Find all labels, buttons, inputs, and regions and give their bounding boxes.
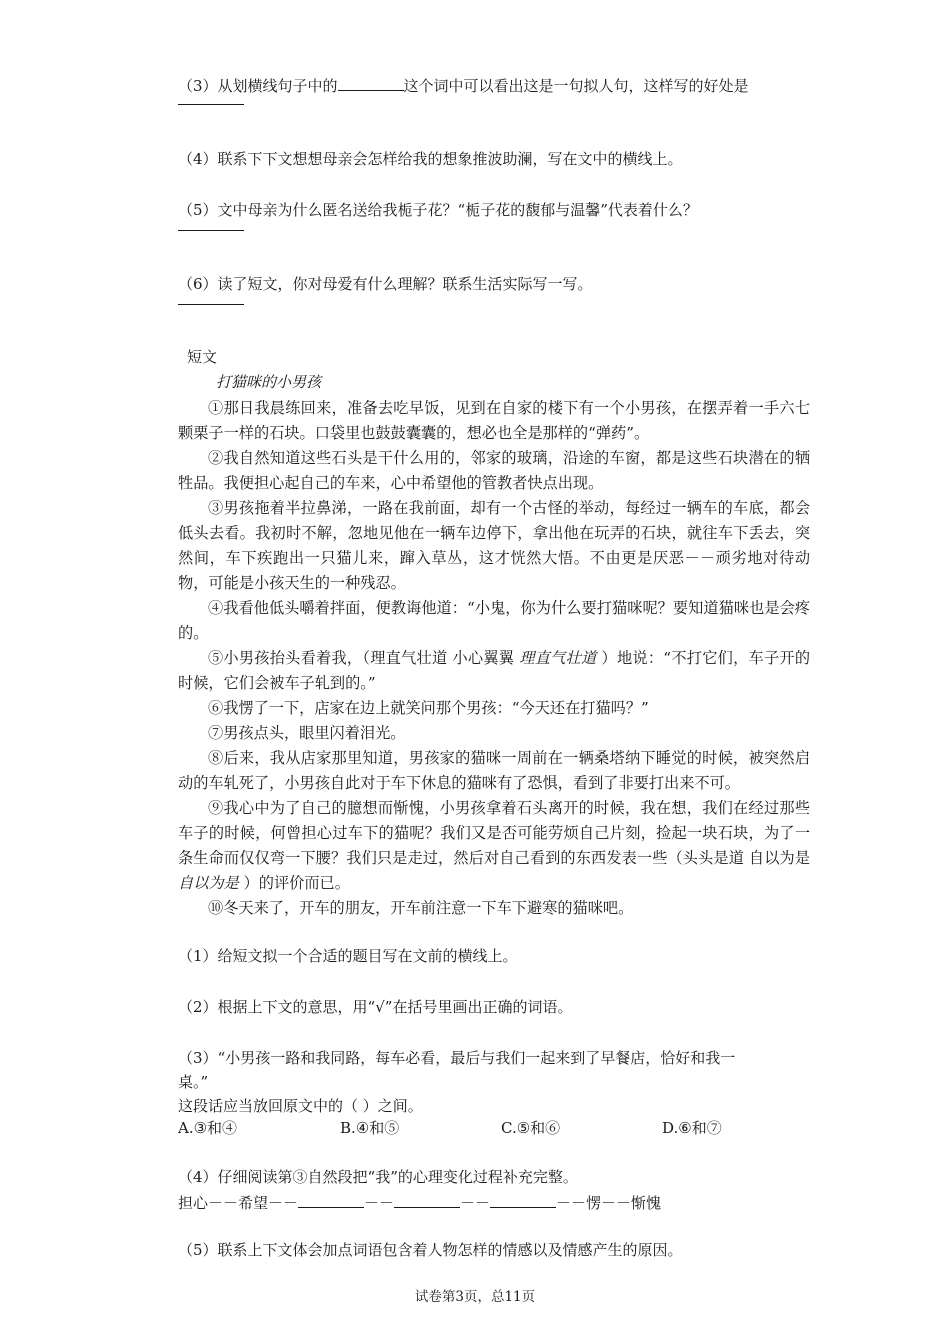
- paragraph-4: ④我看他低头嚼着拌面，便教诲他道：“小鬼，你为什么要打猫咪呢？要知道猫咪也是会疼的。: [178, 599, 810, 642]
- paragraph-9: ⑨我心中为了自己的臆想而惭愧，小男孩拿着石头离开的时候，我在想，我们在经过那些车子的时候，何曾担心过车下的猫呢？我们又是否可能劳烦自己片刻，捡起一块石块，为了一条生命而仅仅弯一下腰？我们只是走过，然后对自己看到的东西发表一些（头头是道 自以为是 自以为是 ）的评价而已。: [178, 799, 810, 892]
- question-3-line1: （3）“小男孩一路和我同路，每车必看，最后与我们一起来到了早餐店，恰好和我一: [178, 1049, 736, 1067]
- question-4: （4）仔细阅读第③自然段把“我”的心理变化过程补充完整。: [178, 1168, 578, 1186]
- paragraph-8: ⑧后来，我从店家那里知道，男孩家的猫咪一周前在一辆桑塔纳下睡觉的时候，被突然启动的车轧死了，小男孩自此对于车下休息的猫咪有了恐惧，看到了非要打出来不可。: [178, 749, 810, 792]
- paragraph-10: ⑩冬天来了，开车的朋友，开车前注意一下车下避寒的猫咪吧。: [208, 899, 634, 917]
- paragraph-1: ①那日我晨练回来，准备去吃早饭，见到在自家的楼下有一个小男孩，在摆弄着一手六七颗栗子一样的石块。口袋里也鼓鼓囊囊的，想必也全是那样的“弹药”。: [178, 399, 810, 442]
- paragraph-5: ⑤小男孩抬头看着我，（理直气壮道 小心翼翼 理直气壮道 ）地说：“不打它们，车子开的时候，它们会被车子轧到的。”: [178, 649, 811, 692]
- passage-title: 打猫咪的小男孩: [216, 373, 322, 391]
- paragraph-3: ③男孩拖着半拉鼻涕，一路在我前面，却有一个古怪的举动，每经过一辆车的车底，都会低头去看。我初时不解，忽地见他在一辆车边停下，拿出他在玩弄的石块，就往车下丢去，突然间，车下疾跑出一只猫儿来，蹿入草丛，这才恍然大悟。不由更是厌恶－－顽劣地对待动物，可能是小孩天生的一种残忍。: [178, 499, 810, 592]
- answer-blank[interactable]: [394, 1191, 460, 1208]
- selected-word: 自以为是: [178, 874, 239, 892]
- question-5-top: （5）文中母亲为什么匿名送给我栀子花？“栀子花的馥郁与温馨”代表着什么？: [178, 201, 698, 219]
- option-a[interactable]: A.③和④: [178, 1119, 238, 1137]
- paragraph-7: ⑦男孩点头，眼里闪着泪光。: [208, 724, 406, 742]
- paragraph-2: ②我自然知道这些石头是干什么用的，邻家的玻璃，沿途的车窗，都是这些石块潜在的牺牲品。我便担心起自己的车来，心中希望他的管教者快点出现。: [178, 449, 810, 492]
- question-3-top: （3）从划横线句子中的 这个词中可以看出这是一句拟人句，这样写的好处是: [178, 74, 749, 97]
- question-2: （2）根据上下文的意思，用“√”在括号里画出正确的词语。: [178, 998, 573, 1016]
- answer-blank[interactable]: [298, 1191, 364, 1208]
- paragraph-6: ⑥我愣了一下，店家在边上就笑问那个男孩：“今天还在打猫吗？”: [208, 699, 649, 717]
- passage-label: 短文: [187, 348, 218, 366]
- option-c[interactable]: C.⑤和⑥: [501, 1119, 561, 1137]
- option-b[interactable]: B.④和⑤: [340, 1119, 400, 1137]
- question-3-line3: 这段话应当放回原文中的（ ）之间。: [178, 1097, 423, 1115]
- answer-blank[interactable]: [490, 1191, 556, 1208]
- question-5: （5）联系上下文体会加点词语包含着人物怎样的情感以及情感产生的原因。: [178, 1241, 683, 1259]
- selected-word: 理直气壮道: [519, 649, 597, 667]
- question-3-line2: 桌。”: [178, 1073, 209, 1091]
- question-4-chain: 担心－－希望－－ －－ －－ －－愣－－惭愧: [178, 1191, 661, 1214]
- answer-line[interactable]: [178, 304, 244, 305]
- answer-line[interactable]: [178, 104, 244, 105]
- question-6-top: （6）读了短文，你对母爱有什么理解？联系生活实际写一写。: [178, 275, 593, 293]
- passage-body: [178, 396, 810, 921]
- question-4-top: （4）联系下下文想想母亲会怎样给我的想象推波助澜，写在文中的横线上。: [178, 150, 683, 168]
- page-footer: 试卷第3页，总11页: [414, 1289, 536, 1305]
- answer-blank[interactable]: [338, 74, 404, 91]
- option-d[interactable]: D.⑥和⑦: [662, 1119, 722, 1137]
- question-1: （1）给短文拟一个合适的题目写在文前的横线上。: [178, 947, 518, 965]
- answer-line[interactable]: [178, 230, 244, 231]
